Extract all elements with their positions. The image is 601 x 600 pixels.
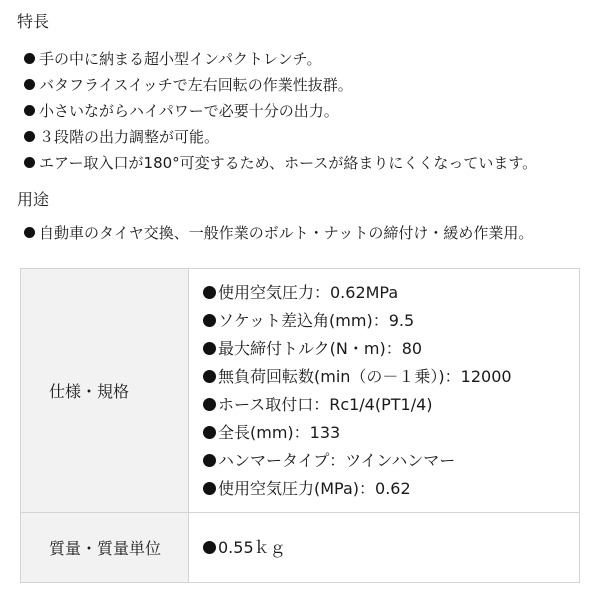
- usage-heading: 用途: [17, 190, 50, 209]
- feature-item: バタフライスイッチで左右回転の作業性抜群。: [24, 72, 537, 98]
- feature-item: 手の中に納まる超小型インパクトレンチ。: [24, 46, 537, 72]
- spec-item: ソケット差込角(mm)：9.5: [203, 307, 579, 335]
- spec-item: 全長(mm)：133: [203, 419, 579, 447]
- bullet-icon: [203, 286, 216, 299]
- bullet-icon: [203, 482, 216, 495]
- bullet-icon: [203, 314, 216, 327]
- bullet-icon: [24, 105, 35, 116]
- spec-label: 仕様・規格: [21, 269, 189, 513]
- spec-table: [20, 268, 580, 583]
- bullet-icon: [203, 541, 216, 554]
- features-list: [24, 46, 537, 176]
- spec-values-cell: [189, 269, 580, 513]
- feature-item: 小さいながらハイパワーで必要十分の出力。: [24, 98, 537, 124]
- usage-list: [24, 220, 533, 246]
- spec-item: 使用空気圧力：0.62MPa: [203, 279, 579, 307]
- spec-item: 無負荷回転数(min（の－１乗）)：12000: [203, 363, 579, 391]
- spec-item: 最大締付トルク(N・m)：80: [203, 335, 579, 363]
- usage-item: 自動車のタイヤ交換、一般作業のボルト・ナットの締付け・緩め作業用。: [24, 220, 533, 246]
- weight-label: 質量・質量単位: [21, 513, 189, 583]
- spec-item: ホース取付口：Rc1/4(PT1/4): [203, 391, 579, 419]
- bullet-icon: [203, 398, 216, 411]
- weight-list: [203, 534, 579, 562]
- bullet-icon: [24, 157, 35, 168]
- features-heading: 特長: [17, 12, 50, 31]
- bullet-icon: [203, 426, 216, 439]
- spec-item: 0.55ｋｇ: [203, 534, 579, 562]
- feature-item: エアー取入口が180°可変するため、ホースが絡まりにくくなっています。: [24, 150, 537, 176]
- spec-list: [203, 279, 579, 503]
- spec-item: ハンマータイプ：ツインハンマー: [203, 447, 579, 475]
- bullet-icon: [203, 342, 216, 355]
- feature-item: ３段階の出力調整が可能。: [24, 124, 537, 150]
- bullet-icon: [24, 227, 35, 238]
- table-row: [21, 513, 580, 583]
- spec-item: 使用空気圧力(MPa)：0.62: [203, 475, 579, 503]
- bullet-icon: [203, 370, 216, 383]
- bullet-icon: [203, 454, 216, 467]
- table-row: [21, 269, 580, 513]
- bullet-icon: [24, 131, 35, 142]
- weight-values-cell: [189, 513, 580, 583]
- bullet-icon: [24, 53, 35, 64]
- bullet-icon: [24, 79, 35, 90]
